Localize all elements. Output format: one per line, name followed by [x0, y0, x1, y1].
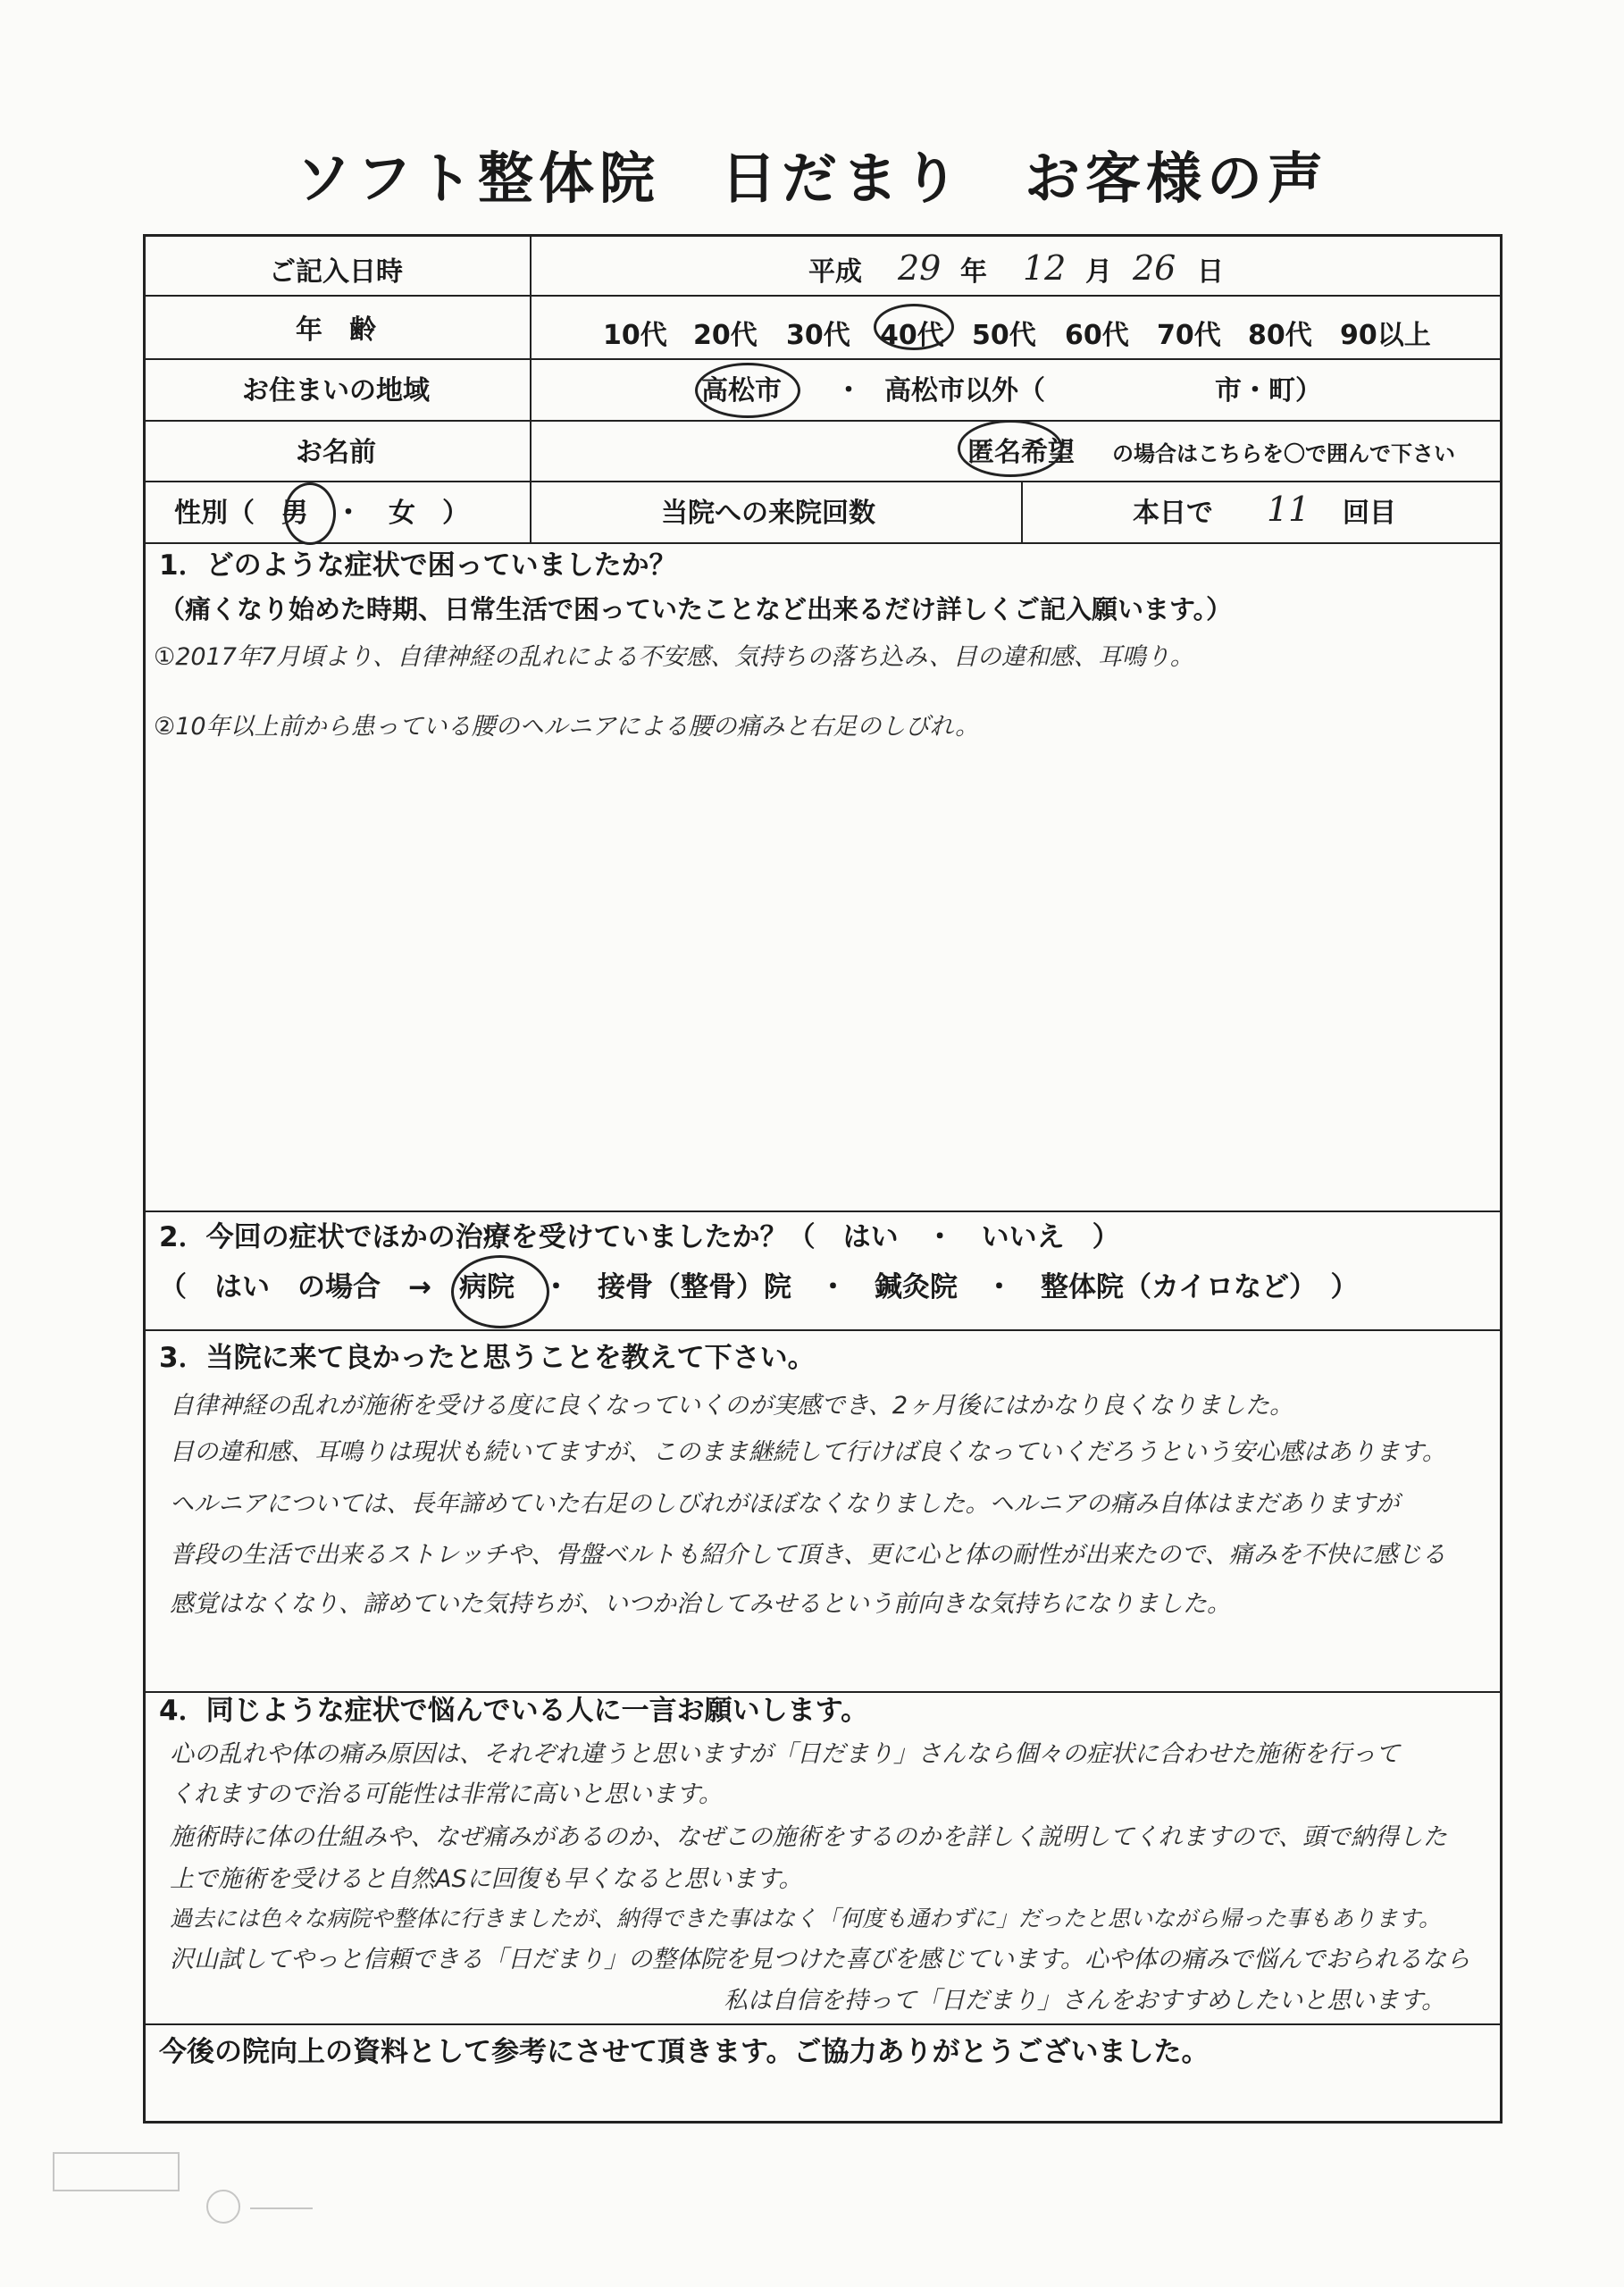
row-divider — [146, 481, 1500, 482]
q3-answer-line[interactable]: 感覚はなくなり、諦めていた気持ちが、いつか治してみせるという前向きな気持ちになりました。 — [170, 1590, 1231, 1618]
age-option[interactable]: 90以上 — [1340, 320, 1431, 351]
q4-title: 4．同じような症状で悩んでいる人に一言お願いします。 — [159, 1695, 869, 1727]
selection-circle — [284, 482, 336, 545]
year-value[interactable]: 29 — [898, 248, 942, 288]
age-option-selected[interactable]: 40代 — [880, 320, 944, 351]
age-option[interactable]: 10代 — [603, 320, 667, 351]
selection-circle — [958, 420, 1063, 477]
stamp-marks-decoration — [45, 2144, 331, 2233]
q4-answer-line[interactable]: 上で施術を受けると自然ASに回復も早くなると思います。 — [170, 1865, 803, 1893]
month-value[interactable]: 12 — [1023, 248, 1067, 288]
row-divider — [146, 1329, 1500, 1331]
area-label: お住まいの地域 — [242, 375, 430, 406]
date-label: ご記入日時 — [269, 256, 403, 288]
column-divider — [530, 237, 532, 542]
q4-answer-line[interactable]: 過去には色々な病院や整体に行きましたが、納得できた事はなく「何度も通わずに」だったと思いながら帰った事もあります。 — [170, 1906, 1442, 1931]
visit-count[interactable]: 11 — [1267, 490, 1310, 529]
q3-answer-line[interactable]: 普段の生活で出来るストレッチや、骨盤ベルトも紹介して頂き、更に心と体の耐性が出来たので、痛みを不快に感じる — [170, 1541, 1446, 1569]
q4-answer-line[interactable]: 心の乱れや体の痛み原因は、それぞれ違うと思いますが「日だまり」さんなら個々の症状に合わせた施術を行って — [170, 1740, 1400, 1768]
footer-note: 今後の院向上の資料として参考にさせて頂きます。ご協力ありがとうございました。 — [159, 2036, 1210, 2068]
age-option[interactable]: 60代 — [1065, 320, 1129, 351]
q1-answer-1[interactable]: ①2017年7月頃より、自律神経の乱れによる不安感、気持ちの落ち込み、目の違和感、耳鳴り。 — [154, 643, 1194, 671]
year-unit: 年 — [960, 256, 987, 288]
age-option[interactable]: 20代 — [693, 320, 758, 351]
selection-circle — [451, 1255, 549, 1328]
row-divider — [146, 1211, 1500, 1212]
q1-answer-2[interactable]: ②10年以上前から患っている腰のヘルニアによる腰の痛みと右足のしびれ。 — [154, 713, 980, 741]
q3-title: 3．当院に来て良かったと思うことを教えて下さい。 — [159, 1342, 816, 1374]
selection-circle — [874, 304, 954, 350]
visits-label: 当院への来院回数 — [661, 498, 875, 529]
age-option[interactable]: 50代 — [972, 320, 1036, 351]
q4-answer-line[interactable]: 私は自信を持って「日だまり」さんをおすすめしたいと思います。 — [724, 1987, 1446, 2015]
era-label: 平成 — [808, 256, 862, 288]
month-unit: 月 — [1085, 256, 1112, 288]
page-title: ソフト整体院 日だまり お客様の声 — [295, 146, 1328, 211]
row-divider — [146, 295, 1500, 297]
q3-answer-line[interactable]: 自律神経の乱れが施術を受ける度に良くなっていくのが実感でき、2ヶ月後にはかなり良くなりました。 — [170, 1392, 1294, 1420]
name-label: お名前 — [296, 437, 376, 468]
row-divider — [146, 542, 1500, 544]
age-option[interactable]: 30代 — [786, 320, 850, 351]
area-option-suffix: 市・町） — [1215, 375, 1322, 406]
anonymous-option[interactable]: 匿名希望 — [967, 437, 1075, 468]
age-label: 年 齢 — [296, 314, 376, 346]
selection-circle — [695, 363, 800, 418]
q1-title: 1．どのような症状で困っていましたか？ — [159, 549, 677, 582]
age-option[interactable]: 70代 — [1157, 320, 1221, 351]
day-value[interactable]: 26 — [1133, 248, 1176, 288]
area-separator: ・ — [835, 375, 862, 406]
row-divider — [146, 420, 1500, 422]
row-divider — [146, 1691, 1500, 1693]
anonymous-note: の場合はこちらを〇で囲んで下さい — [1112, 441, 1455, 466]
q4-answer-line[interactable]: 施術時に体の仕組みや、なぜ痛みがあるのか、なぜこの施術をするのかを詳しく説明してくれますので、頭で納得した — [170, 1823, 1447, 1851]
q4-answer-line[interactable]: くれますので治る可能性は非常に高いと思います。 — [170, 1780, 723, 1808]
q2-title: 2．今回の症状でほかの治療を受けていましたか？（ はい ・ いいえ ） — [159, 1221, 1120, 1253]
row-divider — [146, 2023, 1500, 2025]
column-divider — [1021, 481, 1023, 542]
q3-answer-line[interactable]: ヘルニアについては、長年諦めていた右足のしびれがほぼなくなりました。ヘルニアの痛み自体はまだありますが — [170, 1490, 1400, 1518]
q1-subtitle: （痛くなり始めた時期、日常生活で困っていたことなど出来るだけ詳しくご記入願います。） — [159, 594, 1233, 624]
day-unit: 日 — [1197, 256, 1224, 288]
today-label: 本日で — [1133, 498, 1213, 529]
q4-answer-line[interactable]: 沢山試してやっと信頼できる「日だまり」の整体院を見つけた喜びを感じています。心や体の痛みで悩んでおられるなら — [170, 1946, 1470, 1973]
row-divider — [146, 358, 1500, 360]
area-option-takamatsu[interactable]: 高松市 — [701, 375, 782, 406]
gender-label[interactable]: 性別（ 男 ・ 女 ） — [174, 498, 469, 529]
area-option-other[interactable]: 高松市以外（ — [884, 375, 1045, 406]
visit-count-unit: 回目 — [1343, 498, 1396, 529]
q2-detail: （ はい の場合 → 病院 ・ 接骨（整骨）院 ・ 鍼灸院 ・ 整体院（カイロなど） ） — [159, 1271, 1359, 1303]
q3-answer-line[interactable]: 目の違和感、耳鳴りは現状も続いてますが、このまま継続して行けば良くなっていくだろうという安心感はあります。 — [170, 1438, 1446, 1466]
age-option[interactable]: 80代 — [1248, 320, 1312, 351]
